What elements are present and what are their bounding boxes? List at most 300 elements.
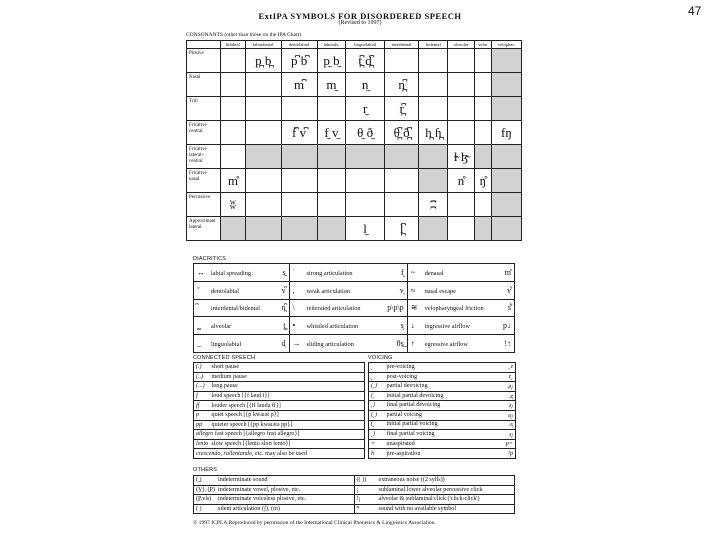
diacritic-symbol: ≋ (410, 303, 418, 313)
diacritic-label: nasal escape (424, 287, 456, 295)
list-item (194, 420, 365, 430)
item-symbol: * (356, 506, 360, 513)
item-symbol: (˳ (371, 392, 376, 399)
symbol-cell (384, 193, 419, 217)
symbol-cell: ɬ̴ ɮ̴ (448, 145, 474, 169)
diacritic-row (194, 317, 515, 335)
diacritic-row (194, 264, 515, 282)
symbol-cell (245, 121, 281, 145)
list-cell (194, 401, 365, 411)
item-text: loud speech [{f laud f}] (211, 393, 270, 400)
diacritic-cell (194, 299, 290, 317)
symbol-cell (346, 169, 384, 193)
symbol-cell (384, 49, 419, 73)
symbol-cell (281, 193, 317, 217)
diacritic-example: v͋ (507, 285, 511, 295)
item-symbol: crescendo, rallentando, (196, 450, 254, 457)
symbol-cell (491, 169, 521, 193)
symbol-cell (245, 193, 281, 217)
symbol-cell: fŋ (491, 121, 521, 145)
list-item (369, 439, 516, 449)
diacritic-cell (289, 335, 407, 353)
list-item (369, 401, 516, 411)
list-item (369, 372, 516, 382)
symbol-cell: ʬ (221, 193, 246, 217)
item-symbol: ( ) (196, 506, 202, 513)
symbol-cell (491, 73, 521, 97)
symbol-cell (491, 97, 521, 121)
item-symbol: ˳) (371, 402, 376, 409)
list-cell (194, 372, 365, 382)
list-cell (369, 372, 516, 382)
symbol-cell (419, 217, 448, 241)
copyright-footer: © 1997 ICPLA Reproduced by permission of the International Clinical Phonetics & Linguistics Association. (193, 520, 436, 526)
symbol-cell: θ̪͆ ð̪͆ (384, 121, 419, 145)
symbol-cell (221, 145, 246, 169)
column-header: linguolabial (346, 41, 384, 49)
column-header: bilabial (221, 41, 246, 49)
symbol-cell: m͆ (281, 73, 317, 97)
diacritic-cell (289, 299, 407, 317)
symbol-cell: n̼ (346, 73, 384, 97)
item-symbol: f (196, 393, 198, 400)
diacritic-row (194, 299, 515, 317)
diacritic-symbol: → (292, 339, 301, 349)
diacritics-heading: DIACRITICS (193, 256, 227, 262)
list-item (369, 420, 516, 430)
item-example: ₍s̬₎ (507, 412, 513, 419)
row-label: Fricative lateral+ central (187, 145, 221, 169)
item-example: ˬz (508, 364, 513, 371)
item-example: zˬ (508, 373, 513, 380)
consonant-row (187, 217, 522, 241)
symbol-cell (448, 97, 474, 121)
list-item (194, 401, 365, 411)
diacritic-label: alveolar (211, 323, 232, 331)
diacritic-symbol: ˈ (292, 267, 296, 277)
corner-cell (187, 41, 221, 49)
diacritic-symbol: _ (197, 339, 201, 349)
column-header: velar (474, 41, 491, 49)
diacritic-example: m͊ (504, 267, 511, 277)
diacritic-example: v͆ (281, 285, 286, 295)
others-cell (194, 495, 355, 505)
list-item (369, 391, 516, 401)
row-label: Approximant lateral (187, 217, 221, 241)
list-item (369, 430, 516, 440)
item-text: pre-aspiration (386, 450, 421, 457)
others-cell (194, 504, 355, 514)
symbol-cell (448, 121, 474, 145)
symbol-cell (419, 145, 448, 169)
list-cell (369, 410, 516, 420)
symbol-cell (245, 217, 281, 241)
item-text: louder speech [{ff laudə ff}] (211, 402, 281, 409)
symbol-cell (281, 145, 317, 169)
item-symbol: pp (196, 421, 203, 428)
diacritic-symbol: ‗ (197, 321, 201, 331)
consonant-row (187, 73, 522, 97)
list-item (194, 391, 365, 401)
item-text: final partial voicing (386, 430, 435, 437)
item-symbol: !¡ (356, 496, 361, 503)
list-item (194, 410, 365, 420)
item-text: sublaminal lower alveolar percussive click (378, 486, 483, 493)
others-cell (354, 495, 515, 505)
item-example: s̬₎ (509, 431, 513, 438)
symbol-cell (474, 193, 491, 217)
symbol-cell (245, 169, 281, 193)
diacritic-symbol: ↓ (410, 321, 415, 331)
symbol-cell (491, 145, 521, 169)
item-symbol: h (371, 450, 375, 457)
symbol-cell: n̪͆ (384, 73, 419, 97)
diacritic-cell (289, 281, 407, 299)
symbol-cell (281, 217, 317, 241)
symbol-cell (448, 73, 474, 97)
item-text: partial voicing (386, 411, 422, 418)
consonants-table (186, 40, 522, 241)
diacritic-label: velopharyngeal friction (424, 305, 484, 313)
diacritic-symbol: ↑ (410, 339, 415, 349)
item-text: fast speech [{allegro fɑst allegro}] (214, 431, 300, 438)
item-text: short pause (211, 364, 240, 371)
others-row (194, 504, 515, 514)
diacritic-label: labial spreading (211, 269, 252, 277)
diacritic-cell (194, 281, 290, 299)
column-header: dentolabial (281, 41, 317, 49)
consonant-row (187, 49, 522, 73)
diacritic-cell (407, 335, 514, 353)
consonant-row (187, 97, 522, 121)
item-symbol: ˬ (371, 364, 374, 371)
symbol-cell (491, 193, 521, 217)
diacritic-label: denasal (424, 269, 444, 277)
item-example: ₍z̥₎ (507, 383, 513, 390)
symbol-cell (474, 121, 491, 145)
diacritic-row (194, 281, 515, 299)
item-text: indeterminate voiceless plosive, etc. (218, 496, 307, 503)
diacritic-symbol: ˇ (197, 285, 200, 295)
diacritic-label: sliding articulation (306, 341, 354, 349)
symbol-cell (281, 97, 317, 121)
column-header: interdental (384, 41, 419, 49)
symbol-cell (474, 217, 491, 241)
symbol-cell (245, 145, 281, 169)
list-item (194, 363, 365, 373)
list-cell (369, 420, 516, 430)
list-cell (194, 391, 365, 401)
consonant-row (187, 145, 522, 169)
diacritic-example: !↑ (504, 339, 511, 349)
symbol-cell (419, 49, 448, 73)
others-cell (354, 476, 515, 486)
symbol-cell (346, 145, 384, 169)
others-cell (194, 476, 355, 486)
item-text: silent articulation (ʃ), (m) (218, 506, 280, 513)
list-item (194, 439, 365, 449)
list-item (194, 372, 365, 382)
list-item (194, 382, 365, 392)
others-row (194, 485, 515, 495)
voicing-table (368, 362, 516, 459)
diacritic-symbol: ↔ (197, 267, 205, 277)
symbol-cell (419, 97, 448, 121)
item-text: initial partial devoicing (386, 392, 444, 399)
symbol-cell (245, 97, 281, 121)
symbol-cell (221, 217, 246, 241)
item-example: p= (505, 441, 513, 448)
item-example: ₍z̥ (509, 393, 513, 400)
symbol-cell: f͆ v͆ (281, 121, 317, 145)
item-example: ₍s̬ (509, 422, 513, 429)
item-symbol: (ˬ) (371, 411, 378, 418)
column-header: bidental (419, 41, 448, 49)
diacritic-symbol: ≈ (410, 285, 416, 295)
diacritic-label: ingressive airflow (424, 323, 470, 331)
diacritic-example: f͈ (401, 267, 404, 277)
symbol-cell (221, 121, 246, 145)
row-label: Trill (187, 97, 221, 121)
item-text: sound with no available symbol (378, 506, 457, 513)
symbol-cell (419, 169, 448, 193)
symbol-cell (474, 97, 491, 121)
diacritic-cell (289, 264, 407, 282)
connected-speech-heading: CONNECTED SPEECH (193, 355, 256, 361)
row-label: Fricative central (187, 121, 221, 145)
list-cell (369, 391, 516, 401)
diacritic-label: weak articulation (306, 287, 351, 295)
list-cell (194, 449, 365, 459)
list-cell (369, 363, 516, 373)
symbol-cell (281, 169, 317, 193)
symbol-cell (474, 73, 491, 97)
diacritic-example: s͍ (282, 267, 286, 277)
item-text: slow speech [{lento sloʊ lento}] (211, 441, 291, 448)
item-symbol: (V̲), (P̲) (196, 486, 215, 493)
list-cell (194, 430, 365, 440)
item-symbol: (...) (196, 383, 205, 390)
list-cell (194, 382, 365, 392)
diacritic-row (194, 335, 515, 353)
diacritic-example: p↓ (503, 321, 511, 331)
diacritic-symbol: ~ (410, 267, 416, 277)
symbol-cell (419, 73, 448, 97)
list-cell (194, 420, 365, 430)
others-heading: OTHERS (193, 467, 218, 473)
others-cell (354, 485, 515, 495)
symbol-cell (245, 73, 281, 97)
diacritic-symbol: • (292, 321, 296, 331)
row-label: Percussive (187, 193, 221, 217)
symbol-cell: h̪ ɦ̪ (419, 121, 448, 145)
item-text: post-voicing (386, 373, 417, 380)
diacritic-symbol (197, 303, 211, 312)
symbol-cell (448, 217, 474, 241)
symbol-cell: p̼ b̼ (317, 49, 346, 73)
symbol-cell (317, 97, 346, 121)
diacritic-example: s͌ (507, 303, 511, 313)
item-symbol: ˬ (371, 373, 374, 380)
others-cell (194, 485, 355, 495)
diacritic-label: egressive airflow (424, 341, 468, 349)
column-header: velophar. (491, 41, 521, 49)
symbol-cell: m̊ (221, 169, 246, 193)
item-text: long pause (211, 383, 238, 390)
diacritic-cell (407, 281, 514, 299)
item-text: extraneous noise ((2 sylls)) (378, 477, 445, 484)
diacritic-example: θs͢ (396, 339, 404, 349)
list-cell (194, 410, 365, 420)
page-number: 47 (688, 4, 702, 18)
symbol-cell (491, 217, 521, 241)
item-text: indeterminate vowel, plosive, etc. (218, 486, 301, 493)
symbol-cell: ʭ (419, 193, 448, 217)
symbol-cell (221, 73, 246, 97)
row-label: Plosive (187, 49, 221, 73)
diacritic-example: d̼ (281, 339, 286, 349)
others-cell (354, 504, 515, 514)
list-item (369, 410, 516, 420)
item-text: partial devoicing (386, 382, 428, 389)
others-row (194, 495, 515, 505)
item-symbol: (( )) (356, 477, 367, 484)
symbol-cell: t̪͆ d̪͆ (346, 49, 384, 73)
diacritic-example: v͉ (399, 285, 404, 295)
consonant-row (187, 121, 522, 145)
symbol-cell (474, 145, 491, 169)
diacritic-symbol: , (292, 285, 295, 295)
diacritic-cell (194, 264, 290, 282)
diacritic-label: linguolabial (211, 341, 242, 349)
diacritic-label: strong articulation (306, 269, 353, 277)
diacritics-table (193, 263, 515, 353)
diacritic-example: s͎ (400, 321, 404, 331)
symbol-cell (317, 217, 346, 241)
list-cell (369, 430, 516, 440)
item-symbol: ( ̲) (196, 477, 202, 484)
symbol-cell: r̼ (346, 97, 384, 121)
symbol-cell (384, 145, 419, 169)
item-symbol: ff (196, 402, 200, 409)
item-example: z̥₎ (509, 403, 513, 410)
list-item (194, 449, 365, 459)
symbol-cell (384, 169, 419, 193)
diacritic-label: whistled articulation (306, 323, 359, 331)
consonants-heading: CONSONANTS (other than those on the IPA Chart) (186, 32, 302, 38)
symbol-cell (221, 49, 246, 73)
list-cell (369, 401, 516, 411)
item-symbol: ¡ (356, 486, 359, 493)
diacritic-cell (194, 317, 290, 335)
item-text: unaspirated (386, 441, 415, 448)
symbol-cell: m̼ (317, 73, 346, 97)
symbol-cell (448, 49, 474, 73)
item-symbol: (.) (196, 364, 202, 371)
list-cell (369, 449, 516, 459)
item-text: indeterminate sound (218, 477, 268, 484)
symbol-cell (221, 97, 246, 121)
item-text: quiet speech [{p kwaɪət p}] (211, 412, 279, 419)
symbol-cell (346, 193, 384, 217)
item-symbol: (..) (196, 373, 204, 380)
item-symbol: (ˬ (371, 421, 376, 428)
others-row (194, 476, 515, 486)
symbol-cell (448, 193, 474, 217)
symbol-cell: θ̼ ð̼ (346, 121, 384, 145)
item-text: etc. may also be used (255, 450, 307, 457)
list-item (369, 382, 516, 392)
row-label: Nasal (187, 73, 221, 97)
item-text: quieter speech [{pp kwaɪətə pp}] (211, 421, 293, 428)
list-cell (194, 439, 365, 449)
symbol-cell (491, 49, 521, 73)
list-item (369, 449, 516, 459)
diacritic-symbol: \ (292, 303, 295, 313)
item-text: alveolar & sublaminal click ('click-click') (378, 496, 480, 503)
item-text: initial partial voicing (386, 421, 438, 428)
connected-speech-table (193, 362, 365, 459)
list-cell (194, 363, 365, 373)
chart-title: ExtIPA SYMBOLS FOR DISORDERED SPEECH (258, 11, 462, 21)
item-text: final partial devoicing (386, 402, 441, 409)
symbol-cell: ŋ̊ (474, 169, 491, 193)
column-header: labioalv. (317, 41, 346, 49)
list-cell (369, 439, 516, 449)
symbol-cell (317, 193, 346, 217)
symbol-cell: l̼ (346, 217, 384, 241)
symbol-cell: p̪ b̪ (245, 49, 281, 73)
diacritic-cell (407, 264, 514, 282)
symbol-cell: l̪͆ (384, 217, 419, 241)
diacritic-label: interdental/bidental (211, 305, 260, 313)
symbol-cell (317, 145, 346, 169)
chart-subtitle: (Revised to 1997) (338, 20, 382, 26)
row-label: Fricative nasal (187, 169, 221, 193)
item-symbol: (P̲.vls) (196, 496, 212, 503)
item-symbol: lento (196, 441, 209, 448)
list-cell (369, 382, 516, 392)
item-symbol: = (371, 441, 376, 448)
diacritic-cell (407, 317, 514, 335)
symbol-cell (474, 49, 491, 73)
item-symbol: ˬ) (371, 430, 376, 437)
diacritic-cell (407, 299, 514, 317)
item-symbol: p (196, 412, 200, 419)
diacritic-example: t͇ (283, 321, 286, 331)
symbol-cell: n̊ (448, 169, 474, 193)
item-text: medium pause (211, 373, 247, 380)
item-text: pre-voicing (386, 364, 415, 371)
symbol-cell: r̪͆ (384, 97, 419, 121)
item-symbol: (˳) (371, 382, 378, 389)
consonant-row (187, 169, 522, 193)
item-symbol: allegro (196, 431, 214, 438)
item-example: ʰp (508, 450, 513, 457)
diacritic-label: reiterated articulation (306, 305, 361, 313)
column-header: alveolar (448, 41, 474, 49)
diacritic-cell (194, 335, 290, 353)
voicing-heading: VOICING (368, 355, 393, 361)
symbol-cell: f̼ v̼ (317, 121, 346, 145)
diacritic-label: dentolabial (211, 287, 239, 295)
diacritic-cell (289, 317, 407, 335)
consonant-row (187, 193, 522, 217)
column-header: labiodental (245, 41, 281, 49)
diacritic-example: n̪͆ (281, 303, 286, 313)
diacritic-example: p\p\p (387, 303, 404, 313)
symbol-cell: p͆ b͆ (281, 49, 317, 73)
